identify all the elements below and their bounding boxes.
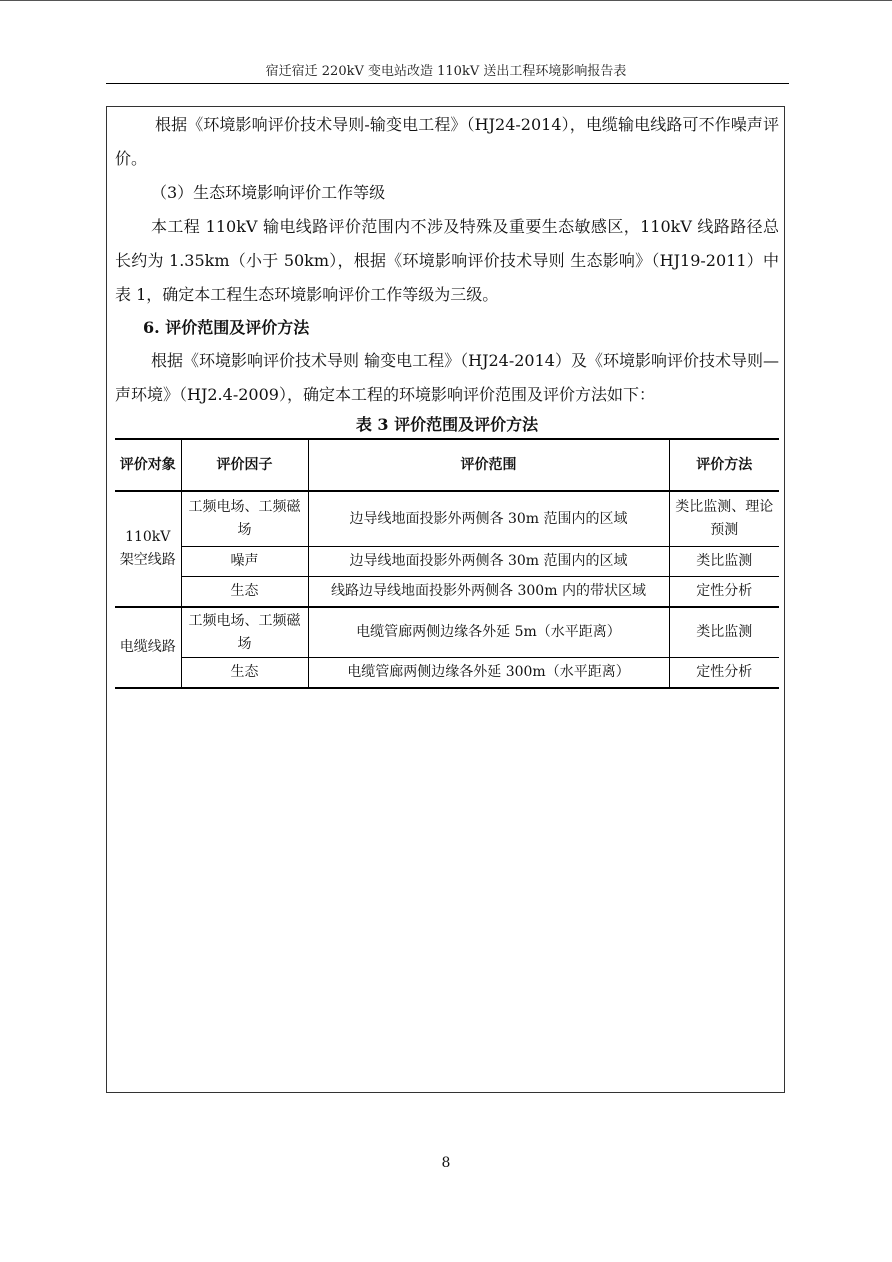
header-method: 评价方法: [669, 439, 779, 491]
header-factor: 评价因子: [181, 439, 308, 491]
table-row: [115, 607, 779, 658]
header-rule: [106, 83, 789, 84]
section-title: 6. 评价范围及评价方法: [143, 318, 310, 337]
factor-cell: 噪声: [181, 547, 308, 577]
method-cell: 定性分析: [669, 577, 779, 608]
header-object: 评价对象: [115, 439, 181, 491]
factor-cell: 工频电场、工频磁场: [181, 491, 308, 547]
paragraph-scope-intro: 根据《环境影响评价技术导则 输变电工程》（HJ24-2014）及《环境影响评价技术导则—声环境》（HJ2.4-2009），确定本工程的环境影响评价范围及评价方法如下：: [115, 351, 779, 404]
factor-cell: 生态: [181, 658, 308, 689]
table-caption: 表 3 评价范围及评价方法: [355, 415, 539, 434]
page-header-title: 宿迁宿迁 220kV 变电站改造 110kV 送出工程环境影响报告表: [265, 64, 627, 79]
scope-cell: 电缆管廊两侧边缘各外延 300m（水平距离）: [308, 658, 669, 689]
top-border-line: [0, 0, 892, 1]
method-cell: 类比监测、理论预测: [669, 491, 779, 547]
document-body: [115, 108, 779, 689]
table-header-row: [115, 439, 779, 491]
method-cell: 类比监测: [669, 607, 779, 658]
method-cell: 定性分析: [669, 658, 779, 689]
paragraph-cable-noise: 根据《环境影响评价技术导则-输变电工程》（HJ24-2014），电缆输电线路可不作噪声评价。: [115, 115, 779, 168]
evaluation-scope-table: [115, 438, 779, 689]
scope-cell: 边导线地面投影外两侧各 30m 范围内的区域: [308, 547, 669, 577]
scope-cell: 线路边导线地面投影外两侧各 300m 内的带状区域: [308, 577, 669, 608]
factor-cell: 生态: [181, 577, 308, 608]
table-row: [115, 658, 779, 689]
factor-cell: 工频电场、工频磁场: [181, 607, 308, 658]
object-cable-line: 电缆线路: [115, 607, 181, 688]
header-scope: 评价范围: [308, 439, 669, 491]
table-row: [115, 577, 779, 608]
paragraph-eco-heading: （3）生态环境影响评价工作等级: [151, 183, 386, 202]
page-number: 8: [441, 1155, 451, 1171]
object-overhead-line: 110kV 架空线路: [115, 491, 181, 607]
table-row: [115, 491, 779, 547]
scope-cell: 电缆管廊两侧边缘各外延 5m（水平距离）: [308, 607, 669, 658]
paragraph-eco-grade: 本工程 110kV 输电线路评价范围内不涉及特殊及重要生态敏感区，110kV 线路路径总长约为 1.35km（小于 50km），根据《环境影响评价技术导则 生态影响》（HJ19-2011）中表 1，确定本工程生态环境影响评价工作等级为三级。: [115, 217, 779, 304]
scope-cell: 边导线地面投影外两侧各 30m 范围内的区域: [308, 491, 669, 547]
table-row: [115, 547, 779, 577]
method-cell: 类比监测: [669, 547, 779, 577]
